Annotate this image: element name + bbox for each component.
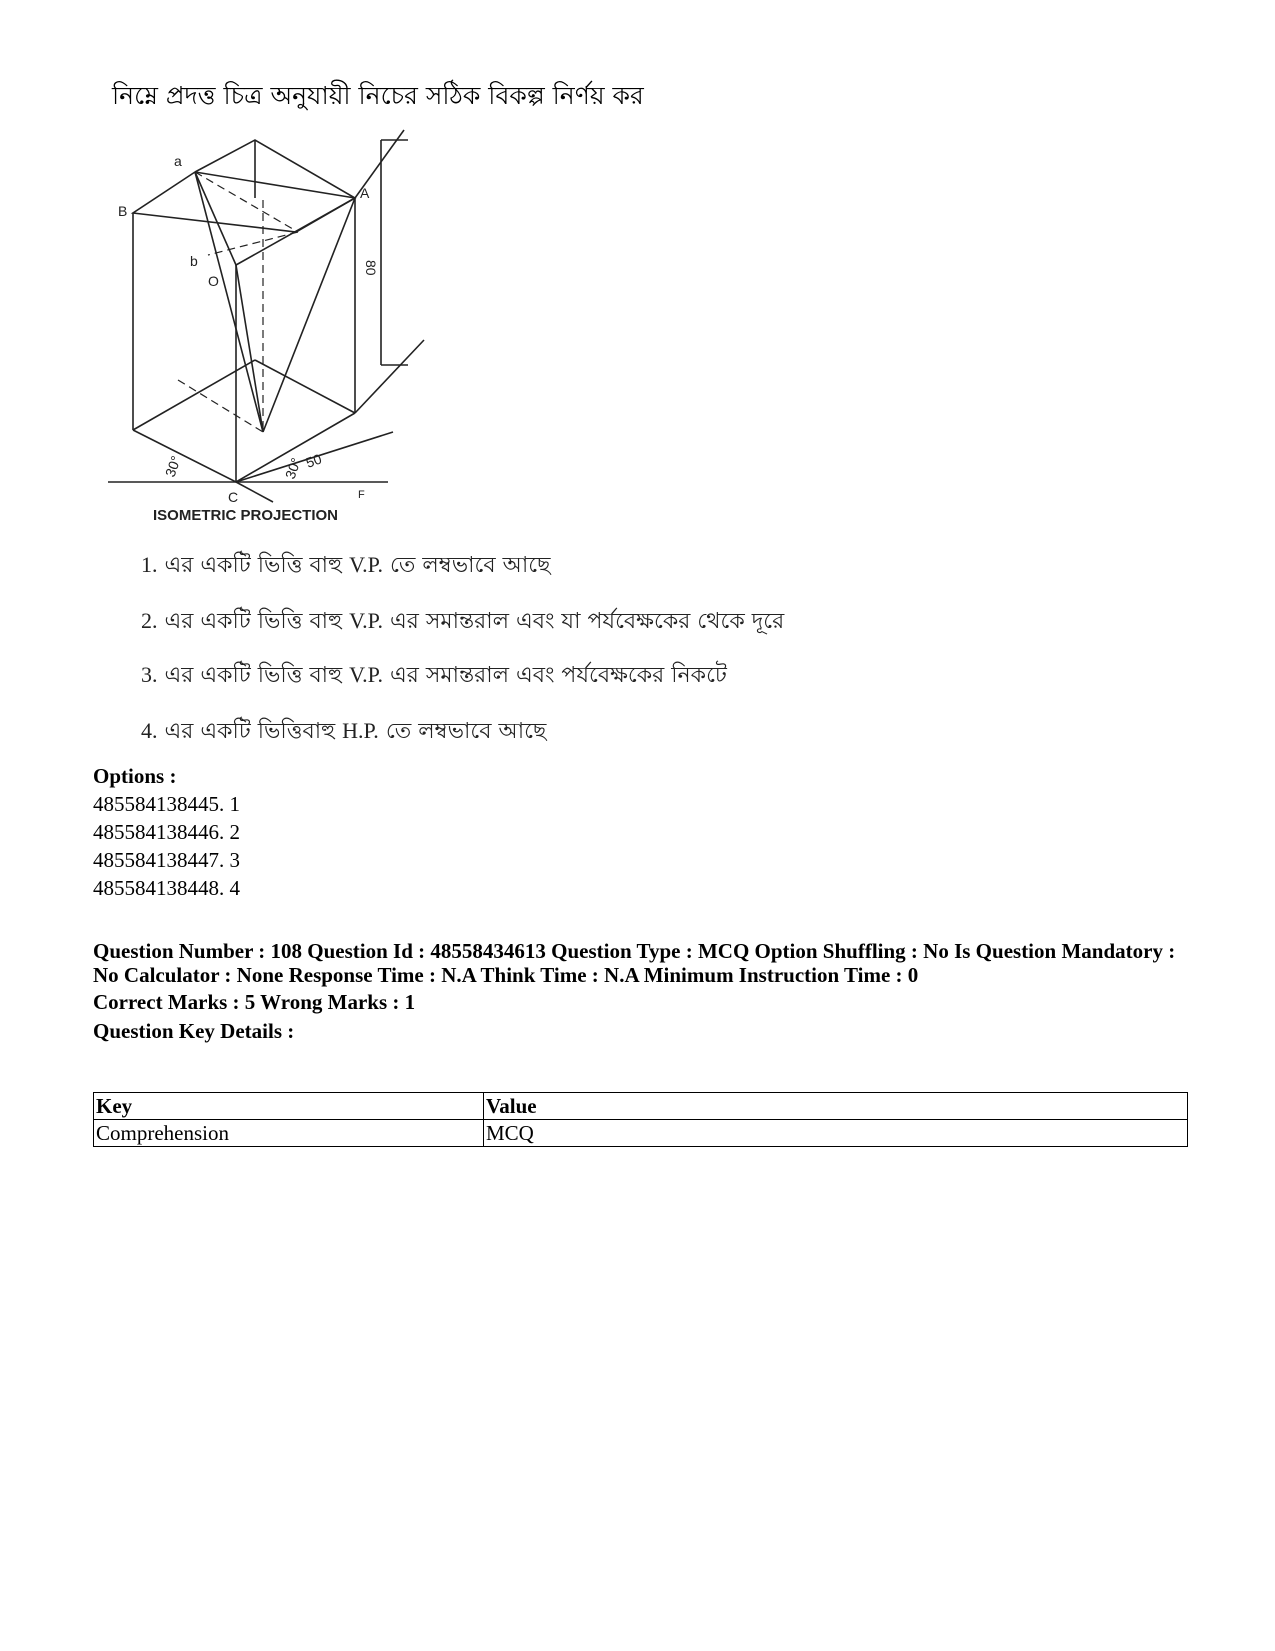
choice-number: 1.: [141, 552, 158, 577]
marks-line: Correct Marks : 5 Wrong Marks : 1: [93, 990, 416, 1014]
choice-1: [141, 548, 550, 585]
dim-height: 80: [363, 260, 379, 276]
choice-text-en: V.P.: [349, 552, 383, 577]
choice-text-post: তে লম্বভাবে আছে: [385, 719, 547, 744]
label-C: C: [228, 489, 239, 505]
option-item: 485584138446. 2: [93, 820, 240, 844]
table-header-key: Key: [94, 1093, 484, 1120]
choice-text-en: V.P.: [349, 662, 383, 687]
choice-text-pre: এর একটি ভিত্তি বাহু: [164, 609, 343, 634]
label-a: a: [174, 153, 182, 169]
choice-text-pre: এর একটি ভিত্তি বাহু: [164, 553, 343, 578]
key-details-heading: Question Key Details :: [93, 1019, 295, 1043]
label-A: A: [360, 185, 370, 201]
table-header-value: Value: [484, 1093, 1188, 1120]
table-cell-key: Comprehension: [94, 1120, 484, 1147]
angle-left: 30°: [161, 453, 185, 480]
label-F: F: [358, 489, 365, 501]
table-cell-value: MCQ: [484, 1120, 1188, 1147]
table-row: [94, 1120, 1188, 1147]
choice-2: [141, 604, 784, 641]
question-meta-line-1: Question Number : 108 Question Id : 48558434613 Question Type : MCQ Option Shuffling : No Is Question Mandatory :: [93, 939, 1176, 963]
question-meta: [93, 939, 1203, 987]
label-b: b: [190, 253, 198, 269]
choice-text-pre: এর একটি ভিত্তিবাহু: [164, 719, 336, 744]
prism-top-face: [133, 140, 355, 232]
choice-text-pre: এর একটি ভিত্তি বাহু: [164, 663, 343, 688]
choice-text-en: H.P.: [342, 718, 379, 743]
figure-caption: ISOMETRIC PROJECTION: [153, 507, 339, 524]
option-item: 485584138447. 3: [93, 848, 240, 872]
choice-text-post: তে লম্বভাবে আছে: [389, 553, 551, 578]
pyramid-edge-2: [263, 198, 355, 432]
choice-text-post: এর সমান্তরাল এবং পর্যবেক্ষকের নিকটে: [389, 663, 727, 688]
isometric-projection-figure: [98, 120, 428, 540]
pyramid-edge-1: [195, 172, 263, 432]
choice-number: 3.: [141, 662, 158, 687]
angle-right: 30°: [281, 455, 305, 482]
choice-3: [141, 658, 727, 695]
choice-number: 4.: [141, 718, 158, 743]
label-B: B: [118, 203, 128, 219]
options-heading: Options :: [93, 764, 177, 788]
label-O: O: [208, 273, 219, 289]
pyramid-edge-3: [236, 265, 263, 432]
option-item: 485584138445. 1: [93, 792, 240, 816]
key-details-table: [93, 1092, 1188, 1147]
option-item: 485584138448. 4: [93, 876, 240, 900]
choice-number: 2.: [141, 608, 158, 633]
choice-4: [141, 714, 546, 751]
question-meta-line-2: No Calculator : None Response Time : N.A Think Time : N.A Minimum Instruction Time : 0: [93, 963, 919, 987]
choice-text-post: এর সমান্তরাল এবং যা পর্যবেক্ষকের থেকে দূরে: [389, 609, 785, 634]
dim-side: 50: [303, 450, 324, 471]
choice-text-en: V.P.: [349, 608, 383, 633]
table-header-row: [94, 1093, 1188, 1120]
question-title: নিম্নে প্রদত্ত চিত্র অনুযায়ী নিচের সঠিক বিকল্প নির্ণয় কর: [112, 81, 644, 110]
